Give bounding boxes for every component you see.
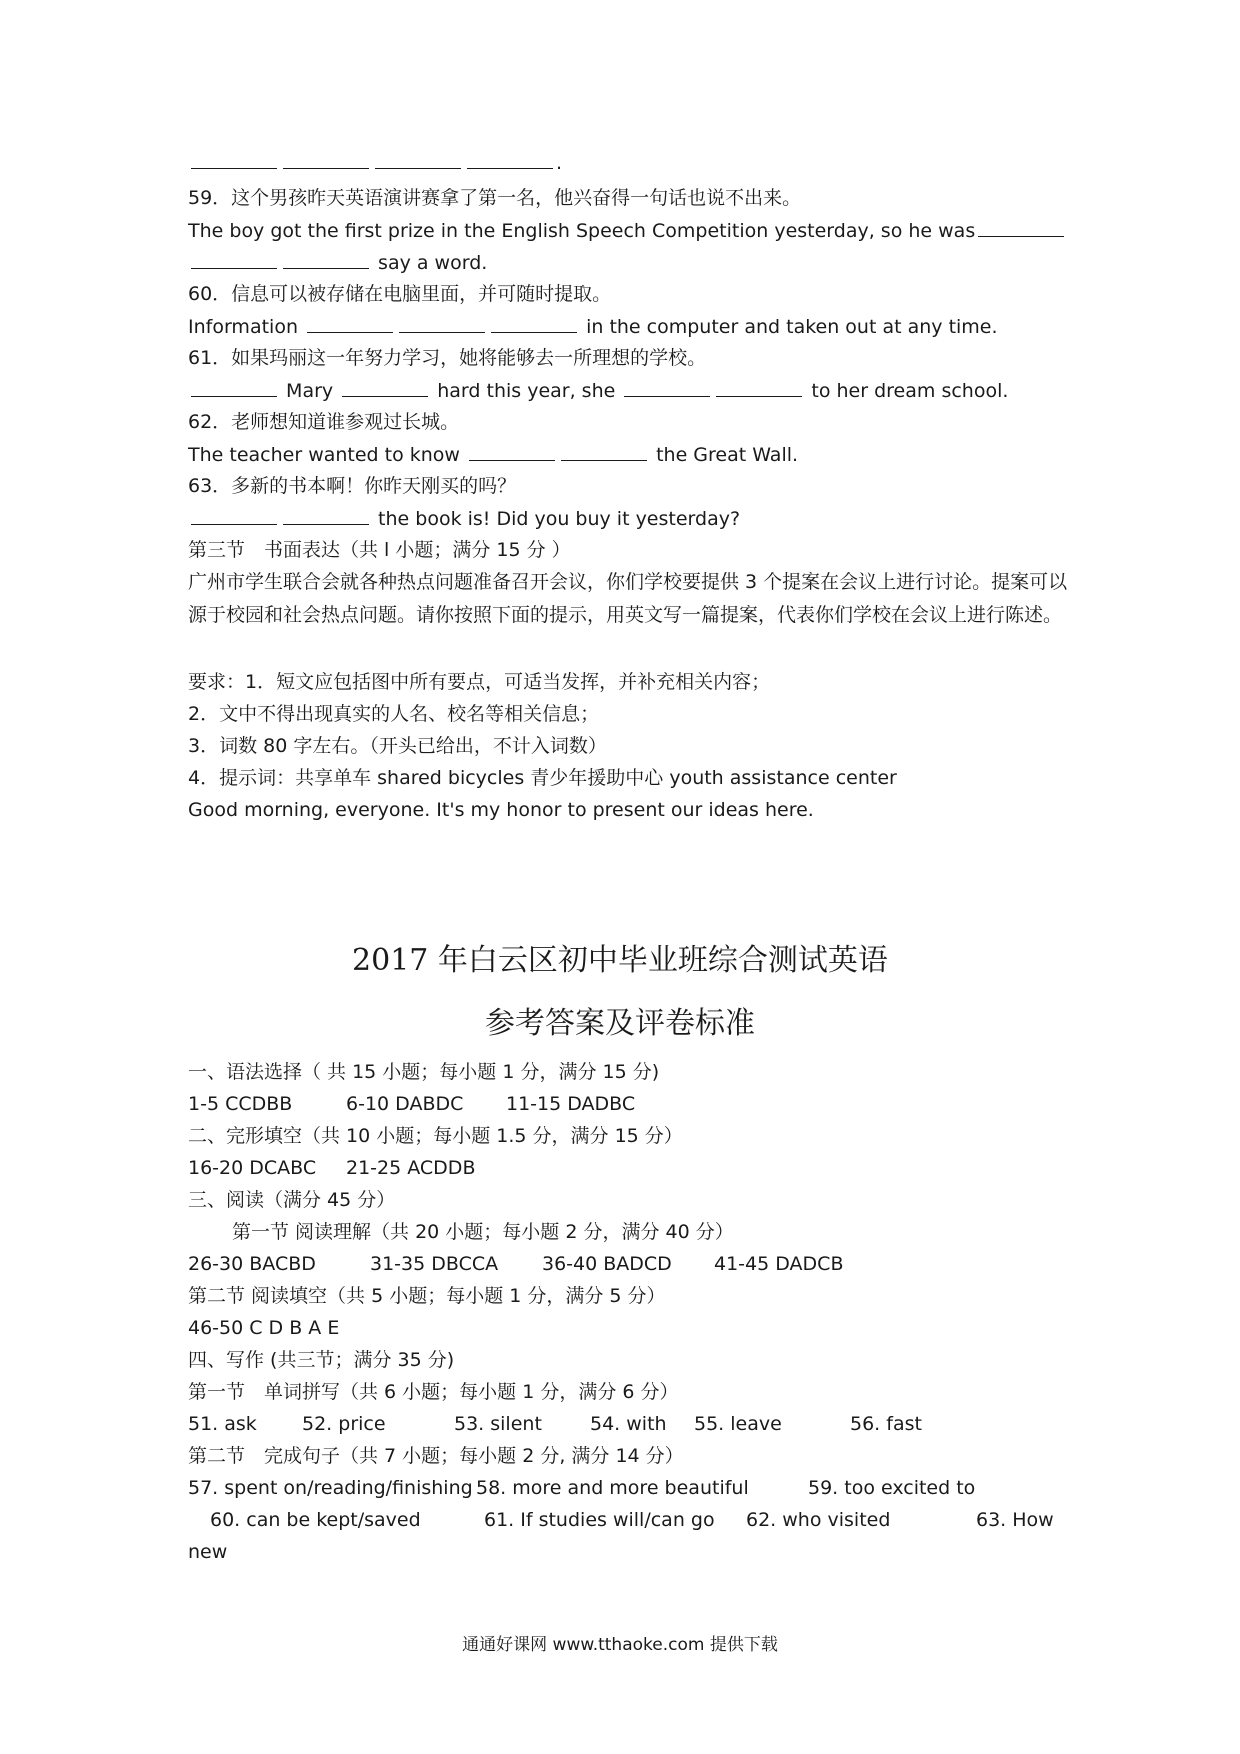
answer-item: 54. with <box>590 1413 667 1435</box>
answer-blank[interactable] <box>283 250 369 269</box>
section3-heading: 第三节 书面表达（共 l 小题；满分 15 分 ） <box>188 539 571 561</box>
q62-english <box>188 442 798 467</box>
requirement-1: 要求：1．短文应包括图中所有要点，可适当发挥，并补充相关内容； <box>188 671 771 693</box>
q62-text-a: The teacher wanted to know <box>188 444 460 466</box>
answer-blank[interactable] <box>978 218 1064 237</box>
answer-group: 1-5 CCDBB <box>188 1093 293 1115</box>
answer-blank[interactable] <box>342 378 428 397</box>
part3-section1-answers <box>188 1252 843 1276</box>
q62-text-b: the Great Wall. <box>656 444 799 466</box>
answer-item: 52. price <box>302 1413 386 1435</box>
part4-section2-answers-row1 <box>188 1476 975 1500</box>
requirement-2: 2．文中不得出现真实的人名、校名等相关信息； <box>188 703 600 725</box>
part1-heading: 一、语法选择（ 共 15 小题；每小题 1 分，满分 15 分) <box>188 1061 660 1083</box>
answer-item: 60. can be kept/saved <box>210 1509 421 1531</box>
part2-heading: 二、完形填空（共 10 小题；每小题 1.5 分，满分 15 分） <box>188 1125 683 1147</box>
answer-blank[interactable] <box>467 150 553 169</box>
q60-text-a: Information <box>188 316 298 338</box>
q63-english <box>188 506 740 531</box>
answer-blank[interactable] <box>283 506 369 525</box>
answer-blank[interactable] <box>307 314 393 333</box>
q61-english <box>188 378 1008 403</box>
answer-key-subtitle: 参考答案及评卷标准 <box>485 1006 755 1041</box>
q59-english-line1 <box>188 218 1067 243</box>
q61-text-a: Mary <box>286 380 334 402</box>
q59-text: The boy got the first prize in the English Speech Competition yesterday, so he was <box>188 220 976 242</box>
answer-blank[interactable] <box>191 250 277 269</box>
essay-opening: Good morning, everyone. It's my honor to present our ideas here. <box>188 799 814 821</box>
answer-item: 56. fast <box>850 1413 922 1435</box>
q63-text-b: the book is! Did you buy it yesterday? <box>378 508 741 530</box>
answer-group: 41-45 DADCB <box>714 1253 844 1275</box>
section3-intro: 广州市学生联合会就各种热点问题准备召开会议，你们学校要提供 3 个提案在会议上进行讨论。提案可以源于校园和社会热点问题。请你按照下面的提示，用英文写一篇提案，代表你们学校在会议上进行陈述。 <box>188 571 1068 626</box>
q58-blanks <box>188 150 562 175</box>
q61-chinese: 61．如果玛丽这一年努力学习，她将能够去一所理想的学校。 <box>188 347 707 369</box>
answer-item: 51. ask <box>188 1413 257 1435</box>
answer-item: 61. If studies will/can go <box>484 1509 715 1531</box>
answer-group: 11-15 DADBC <box>506 1093 636 1115</box>
requirement-3: 3．词数 80 字左右。（开头已给出，不计入词数） <box>188 735 607 757</box>
answer-item: 55. leave <box>694 1413 782 1435</box>
part3-section2-heading: 第二节 阅读填空（共 5 小题；每小题 1 分，满分 5 分） <box>188 1285 666 1307</box>
part2-answers <box>188 1156 475 1180</box>
q59-english-line2 <box>188 250 487 275</box>
answer-group: 31-35 DBCCA <box>370 1253 499 1275</box>
answer-blank[interactable] <box>561 442 647 461</box>
q62-chinese: 62．老师想知道谁参观过长城。 <box>188 411 460 433</box>
answer-blank[interactable] <box>283 150 369 169</box>
answer-blank[interactable] <box>399 314 485 333</box>
q63-chinese: 63．多新的书本啊！你昨天刚买的吗？ <box>188 475 517 497</box>
part4-section2-heading: 第二节 完成句子（共 7 小题；每小题 2 分, 满分 14 分） <box>188 1445 684 1467</box>
part4-section2-answers-tail: new <box>188 1541 228 1563</box>
answer-item: 62. who visited <box>746 1509 891 1531</box>
answer-item: 57. spent on/reading/finishing <box>188 1477 473 1499</box>
requirement-4: 4．提示词：共享单车 shared bicycles 青少年援助中心 youth assistance center <box>188 767 897 789</box>
answer-item: 59. too excited to <box>808 1477 976 1499</box>
q61-text-c: to her dream school. <box>811 380 1009 402</box>
q59-text-end: say a word. <box>378 252 488 274</box>
part3-section2-answers: 46-50 C D B A E <box>188 1317 340 1339</box>
answer-item: 53. silent <box>454 1413 542 1435</box>
q60-english <box>188 314 998 339</box>
q60-text-b: in the computer and taken out at any time. <box>586 316 998 338</box>
answer-blank[interactable] <box>191 378 277 397</box>
part1-answers <box>188 1092 635 1116</box>
part4-section2-answers-row2 <box>210 1508 1054 1532</box>
answer-group: 26-30 BACBD <box>188 1253 316 1275</box>
part4-section1-heading: 第一节 单词拼写（共 6 小题；每小题 1 分，满分 6 分） <box>188 1381 679 1403</box>
q60-chinese: 60．信息可以被存储在电脑里面，并可随时提取。 <box>188 283 612 305</box>
part3-heading: 三、阅读（满分 45 分） <box>188 1189 396 1211</box>
part4-heading: 四、写作 (共三节；满分 35 分) <box>188 1349 455 1371</box>
part4-section1-answers <box>188 1412 922 1436</box>
answer-blank[interactable] <box>716 378 802 397</box>
page-footer: 通通好课网 www.tthaoke.com 提供下载 <box>462 1635 778 1655</box>
sentence-end: . <box>556 152 563 174</box>
answer-blank[interactable] <box>191 150 277 169</box>
answer-key-title: 2017 年白云区初中毕业班综合测试英语 <box>352 943 888 978</box>
answer-blank[interactable] <box>624 378 710 397</box>
answer-group: 36-40 BADCD <box>542 1253 672 1275</box>
answer-group: 16-20 DCABC <box>188 1157 317 1179</box>
answer-blank[interactable] <box>375 150 461 169</box>
answer-group: 6-10 DABDC <box>346 1093 464 1115</box>
answer-blank[interactable] <box>491 314 577 333</box>
part3-section1-heading: 第一节 阅读理解（共 20 小题；每小题 2 分，满分 40 分） <box>232 1221 734 1243</box>
answer-blank[interactable] <box>469 442 555 461</box>
answer-group: 21-25 ACDDB <box>346 1157 476 1179</box>
answer-blank[interactable] <box>191 506 277 525</box>
answer-item: 58. more and more beautiful <box>476 1477 749 1499</box>
q59-chinese: 59．这个男孩昨天英语演讲赛拿了第一名，他兴奋得一句话也说不出来。 <box>188 187 802 209</box>
q61-text-b: hard this year, she <box>437 380 616 402</box>
answer-item: 63. How <box>976 1509 1054 1531</box>
